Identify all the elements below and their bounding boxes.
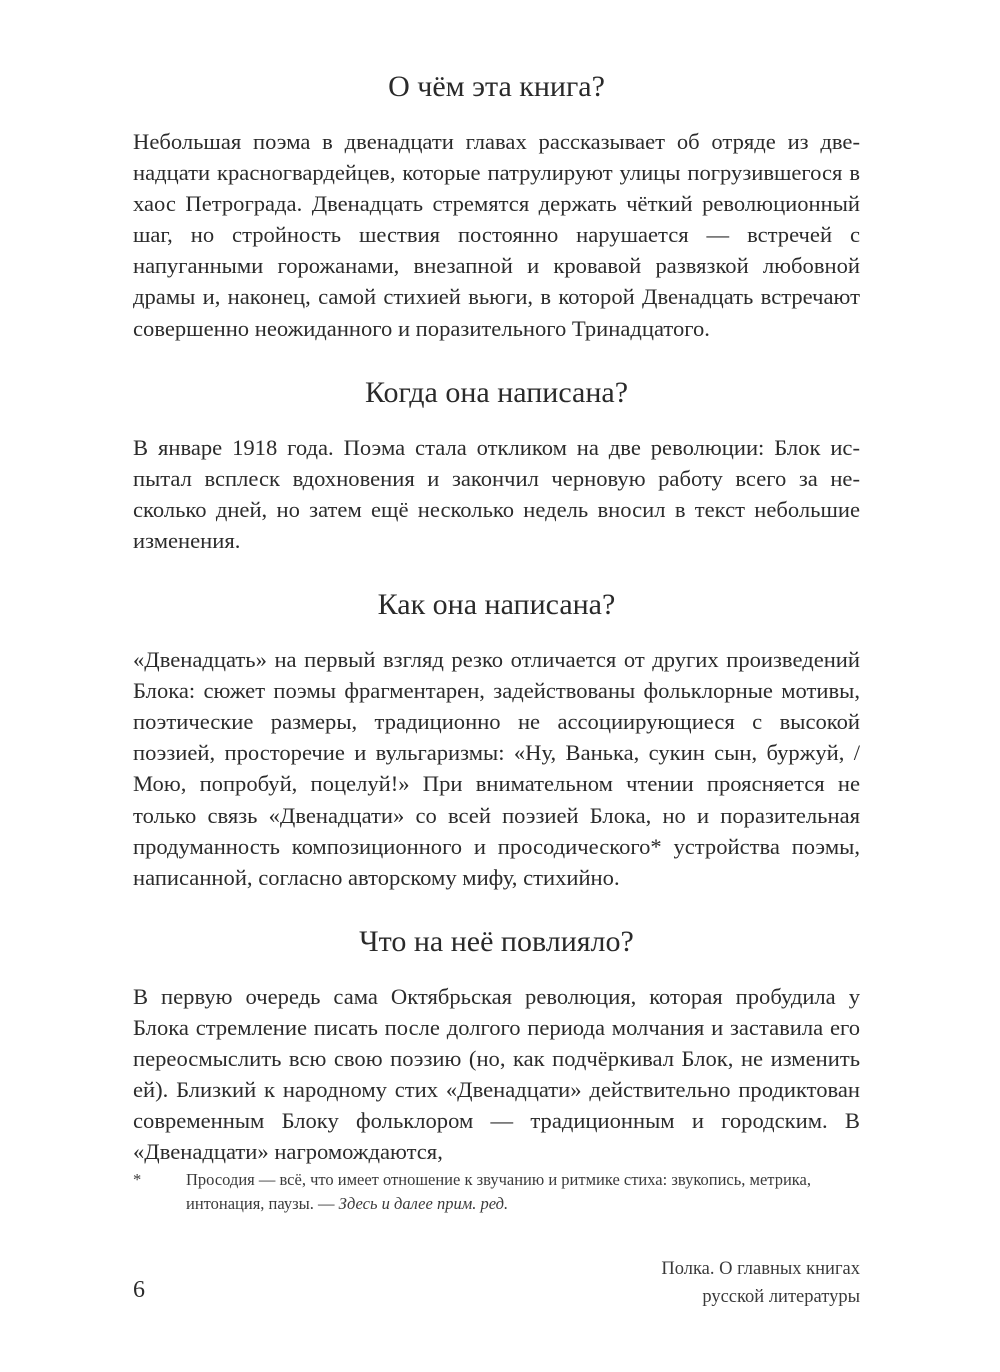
section-heading-when: Когда она написана? bbox=[364, 375, 629, 409]
page-number: 6 bbox=[133, 1277, 145, 1303]
main-text bbox=[133, 68, 860, 1197]
footnote-text: Просодия — всё, что имеет отношение к звучанию и ритмике стиха: звукопись, метрика, интонация, паузы. — bbox=[186, 1170, 811, 1213]
section-heading-about: О чём эта книга? bbox=[388, 70, 605, 103]
running-head-line-1: Полка. О главных книгах bbox=[661, 1259, 860, 1279]
section-text-when: В январе 1918 года. Поэма стала откликом на две революции: Блок испытал всплеск вдохновения и закончил черновую работу всего за несколько дней, но затем ещё несколько недель вносил в текст небольшие изменения. bbox=[133, 434, 860, 553]
section-text-how: «Двенадцать» на первый взгляд резко отличается от других произведений Блока: сюжет поэмы фрагментарен, задействованы фольклорные мотивы, поэтические размеры, традиционно не ассоциирующиеся с высокой поэзией, просторечие и вульгаризмы: «Ну, Ванька, сукин сын, буржуй, / Мою, попробуй, поцелуй!» При внимательном чтении проясняется не только связь «Двенадцати» со всей поэзией Блока, но и поразительная продуманность композиционного и просодического* устройства поэмы, написанной, согласно авторскому мифу, стихийно. bbox=[133, 647, 860, 890]
section-text-about: Небольшая поэма в двенадцати главах рассказывает об отряде из двенадцати красногвардейцев, которые патрулируют улицы погрузившегося в хаос Петрограда. Двенадцать стремятся держать чёткий революционный шаг, но стройность шествия постоянно нарушается — встречей с напуганными горожанами, внезапной и кровавой развязкой любовной драмы и, наконец, самой стихией вьюги, в которой Двенадцать встречают совершенно неожиданного и поразительного Тринадцатого. bbox=[133, 129, 860, 341]
running-head bbox=[661, 1255, 860, 1311]
footnote-editor-note: Здесь и далее прим. ред. bbox=[338, 1194, 509, 1213]
footnote-mark: * bbox=[133, 1170, 142, 1189]
section-text-influence: В первую очередь сама Октябрьская революция, которая пробудила у Блока стремление писать после долгого периода молчания и заставила его переосмыслить всю свою поэзию (но, как подчёркивал Блок, не изменить ей). Близкий к народному стих «Двенадцати» действительно продиктован современным Блоку фольклором — традиционным и городским. В «Двенадцати» нагромождаются, bbox=[133, 983, 860, 1165]
section-heading-influence: Что на неё повлияло? bbox=[359, 924, 634, 958]
running-head-line-2: русской литературы bbox=[702, 1287, 860, 1307]
footnote-body bbox=[186, 1168, 860, 1216]
footnote bbox=[133, 1168, 860, 1216]
section-heading-how: Как она написана? bbox=[377, 588, 616, 622]
